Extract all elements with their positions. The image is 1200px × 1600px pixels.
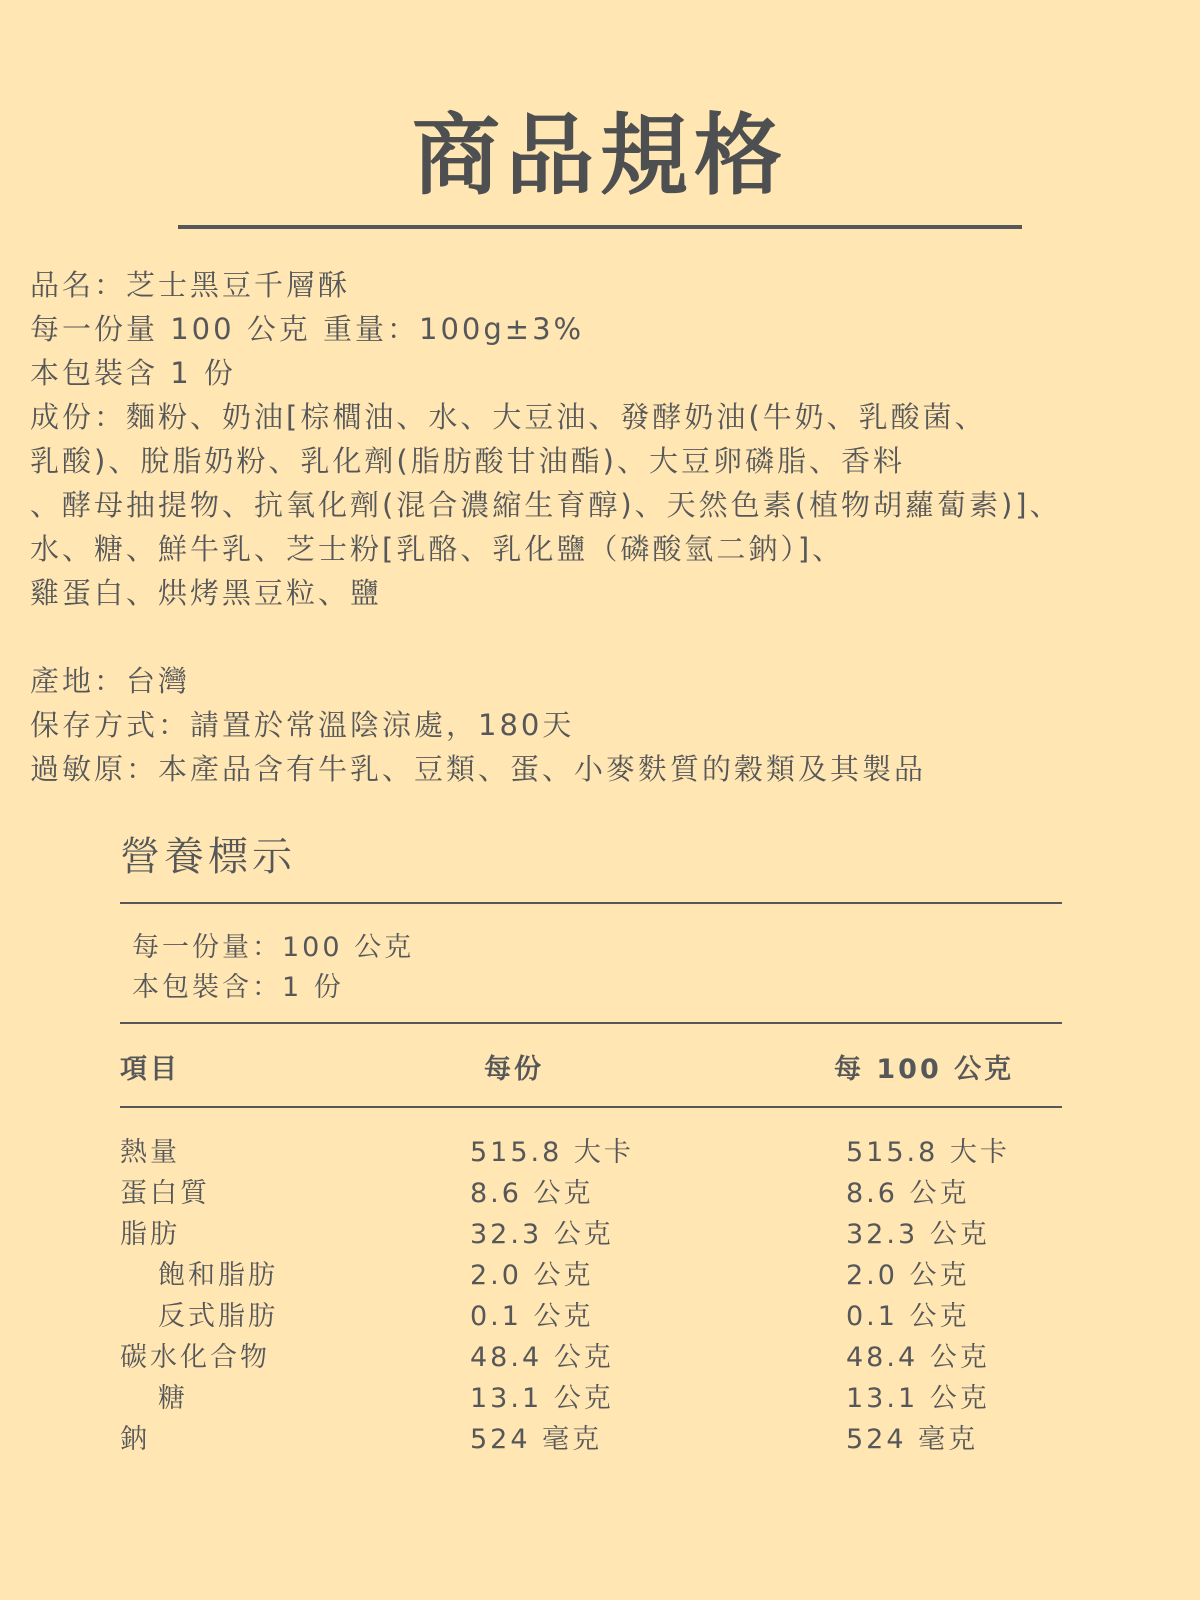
nutrient-per-serving: 0.1 公克 (470, 1301, 594, 1332)
nutrient-per-serving: 515.8 大卡 (470, 1137, 634, 1168)
nutrient-per-100g: 0.1 公克 (846, 1301, 970, 1332)
spec-storage: 保存方式：請置於常溫陰涼處，180天 (30, 708, 575, 742)
nutrient-name: 碳水化合物 (120, 1342, 270, 1373)
spec-ingredients-line: 乳酸)、脫脂奶粉、乳化劑(脂肪酸甘油酯)、大豆卵磷脂、香料 (30, 444, 905, 478)
nutrient-name: 糖 (158, 1383, 188, 1414)
spec-origin: 產地：台灣 (30, 664, 191, 698)
spec-product-name: 品名：芝士黑豆千層酥 (30, 268, 351, 302)
nutrient-per-serving: 13.1 公克 (470, 1383, 614, 1414)
title-divider (178, 225, 1022, 229)
nutrient-name: 脂肪 (120, 1219, 180, 1250)
nutrient-per-100g: 515.8 大卡 (846, 1137, 1010, 1168)
nutrition-title: 營養標示 (120, 834, 296, 880)
nutrient-per-100g: 8.6 公克 (846, 1178, 970, 1209)
nutrient-per-serving: 524 毫克 (470, 1424, 603, 1455)
nutrient-name: 飽和脂肪 (158, 1260, 278, 1291)
spec-allergens: 過敏原：本產品含有牛乳、豆類、蛋、小麥麩質的穀類及其製品 (30, 752, 927, 786)
nutrient-name: 熱量 (120, 1137, 180, 1168)
nutrient-per-100g: 32.3 公克 (846, 1219, 990, 1250)
nutrition-divider (120, 902, 1062, 904)
table-row (120, 1296, 1062, 1337)
spec-blank-line (30, 615, 1190, 659)
column-header-per-serving: 每份 (484, 1054, 544, 1085)
spec-serving-weight: 每一份量 100 公克 重量：100g±3% (30, 312, 585, 346)
table-row (120, 1378, 1062, 1419)
product-spec (30, 263, 1190, 791)
table-row (120, 1132, 1062, 1173)
nutrient-per-100g: 13.1 公克 (846, 1383, 990, 1414)
spec-servings-per-pack: 本包裝含 1 份 (30, 356, 236, 390)
nutrient-per-100g: 524 毫克 (846, 1424, 979, 1455)
table-row (120, 1255, 1062, 1296)
spec-ingredients-line: 雞蛋白、烘烤黑豆粒、鹽 (30, 576, 383, 610)
nutrient-per-serving: 8.6 公克 (470, 1178, 594, 1209)
table-row (120, 1419, 1062, 1460)
table-row (120, 1214, 1062, 1255)
nutrient-per-serving: 2.0 公克 (470, 1260, 594, 1291)
nutrient-name: 蛋白質 (120, 1178, 210, 1209)
spec-ingredients-line: 水、糖、鮮牛乳、芝士粉[乳酪、乳化鹽（磷酸氫二鈉）]、 (30, 532, 845, 566)
spec-ingredients-line: 成份：麵粉、奶油[棕櫚油、水、大豆油、發酵奶油(牛奶、乳酸菌、 (30, 400, 987, 434)
table-row (120, 1337, 1062, 1378)
nutrient-per-serving: 32.3 公克 (470, 1219, 614, 1250)
nutrient-name: 鈉 (120, 1424, 150, 1455)
column-header-item: 項目 (120, 1054, 180, 1085)
spec-ingredients-line: 、酵母抽提物、抗氧化劑(混合濃縮生育醇)、天然色素(植物胡蘿蔔素)]、 (30, 488, 1062, 522)
column-header-per-100g: 每 100 公克 (834, 1054, 1015, 1085)
nutrient-per-100g: 48.4 公克 (846, 1342, 990, 1373)
page-title: 商品規格 (411, 103, 788, 207)
nutrition-serving-info (132, 928, 414, 1008)
nutrition-servings-per-pack: 本包裝含：1 份 (132, 972, 344, 1003)
nutrient-per-serving: 48.4 公克 (470, 1342, 614, 1373)
nutrient-per-100g: 2.0 公克 (846, 1260, 970, 1291)
nutrition-divider (120, 1106, 1062, 1108)
nutrition-table-body (120, 1132, 1062, 1460)
table-row (120, 1173, 1062, 1214)
nutrient-name: 反式脂肪 (158, 1301, 278, 1332)
nutrition-serving-size: 每一份量：100 公克 (132, 932, 415, 963)
nutrition-divider (120, 1022, 1062, 1024)
